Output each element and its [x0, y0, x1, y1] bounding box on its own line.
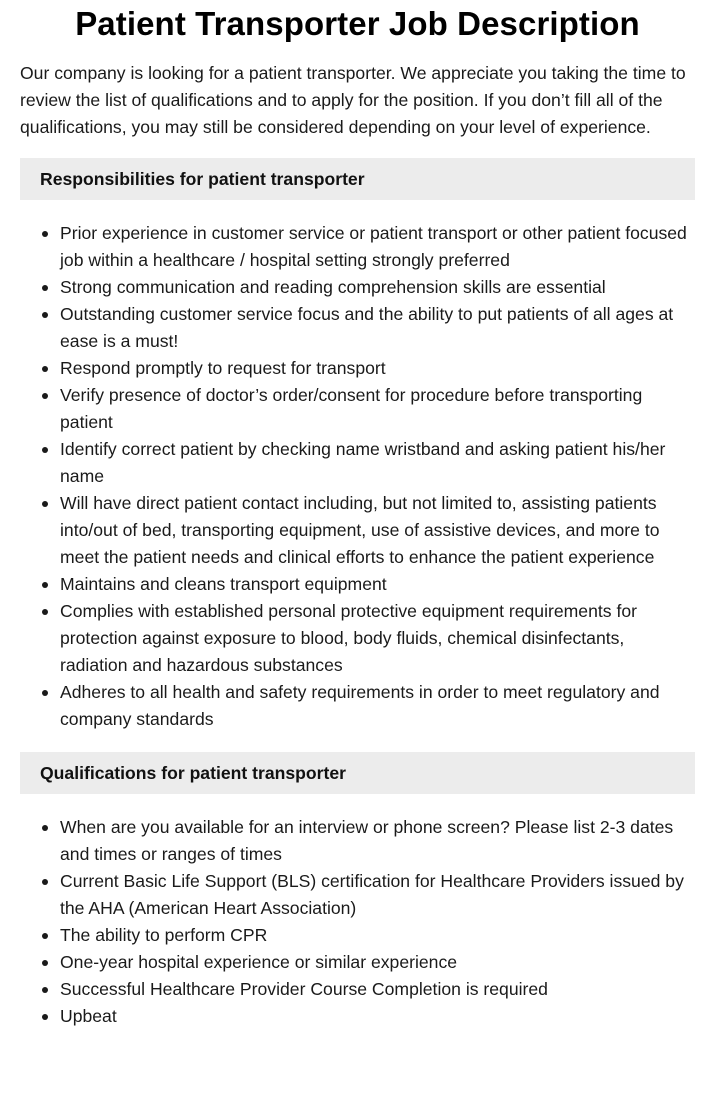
page-title: Patient Transporter Job Description	[75, 5, 640, 42]
list-item: The ability to perform CPR	[60, 922, 695, 949]
list-item: Current Basic Life Support (BLS) certification for Healthcare Providers issued by the AHA (American Heart Association)	[60, 868, 695, 922]
list-item: Complies with established personal protective equipment requirements for protection against exposure to blood, body fluids, chemical disinfectants, radiation and hazardous substances	[60, 598, 695, 679]
list-item: Maintains and cleans transport equipment	[60, 571, 695, 598]
responsibilities-list	[20, 220, 695, 733]
list-item: Successful Healthcare Provider Course Completion is required	[60, 976, 695, 1003]
list-item: Prior experience in customer service or patient transport or other patient focused job within a healthcare / hospital setting strongly preferred	[60, 220, 695, 274]
list-item: Will have direct patient contact including, but not limited to, assisting patients into/out of bed, transporting equipment, use of assistive devices, and more to meet the patient needs and clinical efforts to enhance the patient experience	[60, 490, 695, 571]
qualifications-list	[20, 814, 695, 1030]
intro-paragraph: Our company is looking for a patient transporter. We appreciate you taking the time to review the list of qualifications and to apply for the position. If you don’t fill all of the qualifications, you may still be considered depending on your level of experience.	[20, 63, 686, 137]
list-item: Strong communication and reading comprehension skills are essential	[60, 274, 695, 301]
list-item: Upbeat	[60, 1003, 695, 1030]
responsibilities-heading: Responsibilities for patient transporter	[20, 158, 695, 200]
list-item: When are you available for an interview or phone screen? Please list 2-3 dates and times or ranges of times	[60, 814, 695, 868]
list-item: Verify presence of doctor’s order/consent for procedure before transporting patient	[60, 382, 695, 436]
list-item: One-year hospital experience or similar experience	[60, 949, 695, 976]
list-item: Respond promptly to request for transport	[60, 355, 695, 382]
list-item: Outstanding customer service focus and the ability to put patients of all ages at ease is a must!	[60, 301, 695, 355]
list-item: Adheres to all health and safety requirements in order to meet regulatory and company standards	[60, 679, 695, 733]
qualifications-heading: Qualifications for patient transporter	[20, 752, 695, 794]
list-item: Identify correct patient by checking name wristband and asking patient his/her name	[60, 436, 695, 490]
